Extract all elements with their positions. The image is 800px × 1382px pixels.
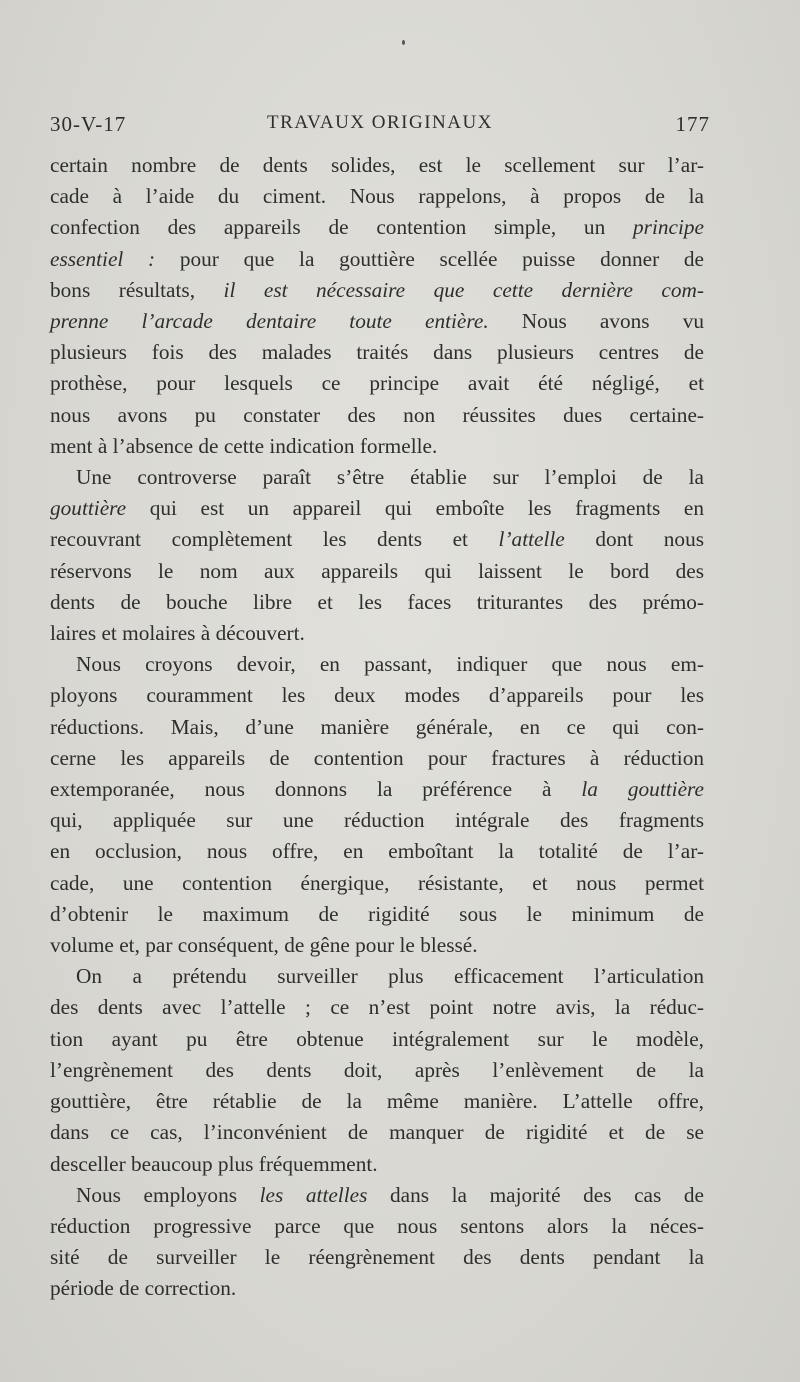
text-line [50, 1242, 704, 1273]
text-line [50, 275, 704, 306]
text-line [50, 1273, 704, 1304]
text-line [50, 1211, 704, 1242]
text-line [50, 649, 704, 680]
page-number: 177 [675, 112, 710, 136]
text-segment: volume et, par conséquent, de gêne pour le blessé. [50, 933, 478, 958]
text-line [50, 1149, 704, 1180]
text-line [50, 524, 704, 555]
text-line [50, 868, 704, 899]
text-line [50, 181, 704, 212]
text-segment: desceller beaucoup plus fréquemment. [50, 1151, 378, 1176]
text-line [50, 743, 704, 774]
text-segment: d’obtenir le maximum de rigidité sous le minimum de [50, 901, 704, 926]
text-segment: cade à l’aide du ciment. Nous rappelons, à propos de la [50, 184, 704, 209]
text-segment: qui est un appareil qui emboîte les fragments en [126, 496, 704, 521]
text-line [50, 961, 704, 992]
text-line [50, 1180, 704, 1211]
text-line [50, 899, 704, 930]
text-line [50, 212, 704, 243]
text-line [50, 400, 704, 431]
paragraph [50, 462, 704, 649]
text-line [50, 712, 704, 743]
text-line [50, 992, 704, 1023]
italic-text: les attelles [259, 1182, 368, 1207]
text-segment: cerne les appareils de contention pour fractures à réduction [50, 745, 704, 770]
text-line [50, 337, 704, 368]
header-date: 30-V-17 [50, 112, 127, 136]
text-line [50, 805, 704, 836]
italic-text: prenne l’arcade dentaire toute entière. [50, 309, 489, 334]
text-segment: cade, une contention énergique, résistante, et nous permet [50, 870, 704, 895]
text-segment: dans la majorité des cas de [367, 1182, 704, 1207]
paragraph [50, 649, 704, 961]
text-line [50, 244, 704, 275]
text-segment: certain nombre de dents solides, est le scellement sur l’ar- [50, 153, 704, 177]
text-line [50, 556, 704, 587]
text-line [50, 493, 704, 524]
text-segment: réservons le nom aux appareils qui laissent le bord des [50, 558, 704, 583]
text-segment: l’engrènement des dents doit, après l’enlèvement de la [50, 1057, 704, 1082]
text-segment: en occlusion, nous offre, en emboîtant la totalité de l’ar- [50, 839, 704, 864]
running-header [50, 112, 710, 146]
header-title: TRAVAUX ORIGINAUX [267, 112, 493, 133]
text-segment: période de correction. [50, 1276, 237, 1301]
text-segment: recouvrant complètement les dents et [50, 527, 499, 552]
text-segment: ployons couramment les deux modes d’appareils pour les [50, 683, 704, 708]
text-segment: dents de bouche libre et les faces triturantes des prémo- [50, 589, 704, 614]
text-segment: gouttière, être rétablie de la même manière. L’attelle offre, [50, 1089, 704, 1114]
paragraph [50, 1180, 704, 1305]
text-line [50, 930, 704, 961]
text-line [50, 680, 704, 711]
text-segment: réductions. Mais, d’une manière générale, en ce qui con- [50, 714, 704, 739]
text-segment: Nous avons vu [488, 309, 704, 334]
text-line [50, 462, 704, 493]
italic-text: essentiel : [50, 246, 156, 271]
text-segment: dans ce cas, l’inconvénient de manquer de rigidité et de se [50, 1120, 704, 1145]
text-segment: laires et molaires à découvert. [50, 621, 305, 646]
text-segment: ment à l’absence de cette indication formelle. [50, 433, 438, 458]
text-segment: nous avons pu constater des non réussites dues certaine- [50, 402, 704, 427]
text-segment: Nous employons [76, 1182, 260, 1207]
text-segment: sité de surveiller le réengrènement des dents pendant la [50, 1245, 704, 1270]
paragraph [50, 961, 704, 1179]
italic-text: l’attelle [498, 527, 565, 552]
body-text [50, 150, 704, 1305]
text-line [50, 774, 704, 805]
text-line [50, 150, 704, 181]
italic-text: la gouttière [581, 777, 704, 802]
text-segment: pour que la gouttière scellée puisse donner de [155, 246, 705, 271]
text-segment: dont nous [564, 527, 705, 552]
text-line [50, 618, 704, 649]
text-segment: Une controverse paraît s’être établie sur l’emploi de la [76, 465, 704, 490]
italic-text: principe [633, 215, 704, 240]
text-line [50, 431, 704, 462]
text-line [50, 1024, 704, 1055]
italic-text: gouttière [50, 496, 127, 521]
text-line [50, 1117, 704, 1148]
text-line [50, 306, 704, 337]
print-speck [402, 40, 405, 45]
text-line [50, 368, 704, 399]
text-line [50, 1086, 704, 1117]
text-line [50, 587, 704, 618]
text-segment: tion ayant pu être obtenue intégralement sur le modèle, [50, 1026, 704, 1051]
text-segment: confection des appareils de contention simple, un [50, 215, 634, 240]
text-segment: On a prétendu surveiller plus efficacement l’articulation [76, 964, 704, 989]
text-segment: qui, appliquée sur une réduction intégrale des fragments [50, 808, 704, 833]
text-segment: réduction progressive parce que nous sentons alors la néces- [50, 1213, 704, 1238]
italic-text: il est nécessaire que cette dernière com- [223, 277, 704, 302]
text-segment: extemporanée, nous donnons la préférence à [50, 777, 582, 802]
text-segment: plusieurs fois des malades traités dans plusieurs centres de [50, 340, 704, 365]
text-segment: prothèse, pour lesquels ce principe avait été négligé, et [50, 371, 704, 396]
text-segment: Nous croyons devoir, en passant, indiquer que nous em- [76, 652, 704, 677]
text-line [50, 836, 704, 867]
text-line [50, 1055, 704, 1086]
text-segment: des dents avec l’attelle ; ce n’est point notre avis, la réduc- [50, 995, 704, 1020]
text-segment: bons résultats, [50, 277, 224, 302]
paragraph [50, 150, 704, 462]
